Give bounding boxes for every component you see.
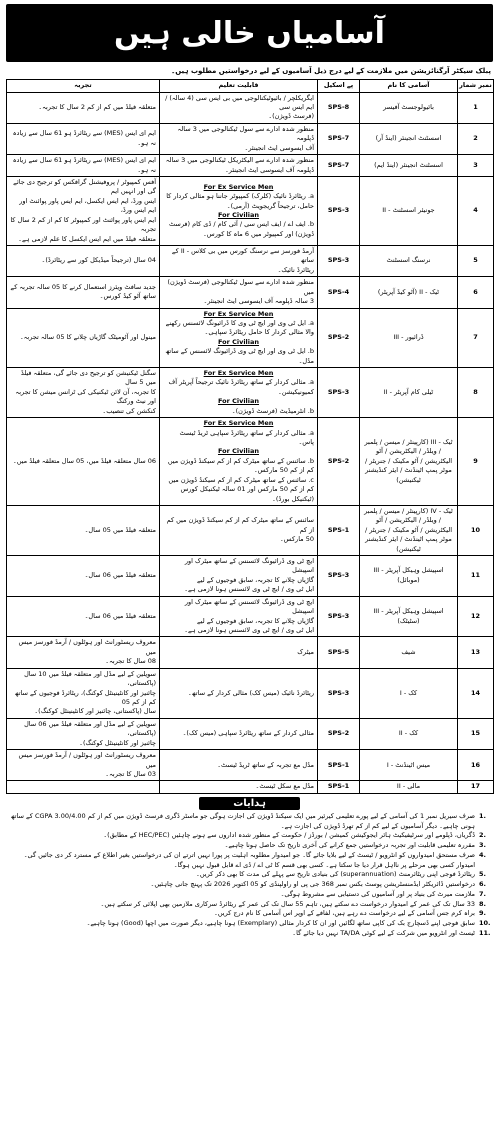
qualification-line: آرمڈ فورسز سے نرسنگ کورس میں بی کلاس - II کے ساتھ: [171, 246, 314, 265]
experience-line: متعلقہ فیلڈ میں 06 سال۔: [84, 611, 156, 620]
instruction-item: [8, 841, 491, 851]
row-experience: [7, 368, 160, 418]
instruction-number: 1.: [479, 811, 486, 820]
instruction-number: 6.: [479, 880, 486, 889]
instruction-number: 4.: [479, 850, 486, 859]
row-experience: [7, 668, 160, 718]
row-qualification: [160, 308, 318, 368]
qualification-category-label: For Ex Service Men: [203, 419, 274, 428]
row-post-name: اسپیشل وہیکل آپریٹر - III (موبائل): [360, 556, 458, 597]
row-post-name: اسپیشل وہیکل آپریٹر - III (سٹیٹک): [360, 596, 458, 637]
row-experience: [7, 277, 160, 308]
qualification-line: گاڑیاں چلانے کا تجربہ، سابق فوجیوں کے لیے: [196, 575, 314, 584]
instruction-text: ٹیسٹ اور انٹرویو میں شرکت کے لیے کوئی TA/DA نہیں دیا جائے گا۔: [292, 928, 475, 937]
experience-line: ایم ای ایس (MES) سے ریٹائرڈ ہو 61 سال سے زیادہ: [12, 156, 156, 165]
instruction-text: درخواستیں ڈائریکٹر ایڈمنسٹریشن پوسٹ بکس نمبر 368 جی پی او راولپنڈی کو 05 اکتوبر 2026 تک پہنچ جانی چاہئیں۔: [150, 880, 475, 889]
table-row: [7, 505, 494, 555]
experience-line: مینول اور آٹومیٹک گاڑیاں چلانے کا 05 سالہ تجربہ۔: [19, 333, 156, 342]
qualification-category-label: For Civilian: [217, 211, 260, 219]
row-serial-number: 15: [458, 718, 494, 749]
row-serial-number: 10: [458, 505, 494, 555]
row-serial-number: 16: [458, 750, 494, 781]
table-row: [7, 277, 494, 308]
qualification-line: گاڑیاں چلانے کا تجربہ، سابق فوجیوں کے لیے: [196, 616, 314, 625]
header-post-name: آسامی کا نام: [360, 79, 458, 92]
row-qualification: [160, 596, 318, 637]
row-post-name: نرسنگ اسسٹنٹ: [360, 245, 458, 276]
experience-line: ایم ای ایس (MES) سے ریٹائرڈ ہو 61 سال سے زیادہ: [12, 129, 156, 138]
row-pay-scale: SPS-5: [318, 637, 360, 668]
qualification-line: (فرسٹ ڈویژن)۔: [268, 112, 314, 121]
row-serial-number: 5: [458, 245, 494, 276]
row-qualification: [160, 123, 318, 154]
table-row: [7, 368, 494, 418]
row-pay-scale: SPS-1: [318, 505, 360, 555]
row-experience: [7, 637, 160, 668]
experience-line: متعلقہ فیلڈ میں 06 سال۔: [84, 571, 156, 580]
experience-line: متعلقہ فیلڈ میں کم از کم 2 سال کا تجربہ۔: [38, 102, 156, 111]
row-pay-scale: SPS-7: [318, 123, 360, 154]
row-qualification: [160, 668, 318, 718]
row-pay-scale: SPS-3: [318, 245, 360, 276]
instruction-item: [8, 900, 491, 910]
row-post-name: شیف: [360, 637, 458, 668]
qualification-category-label: For Civilian: [217, 447, 260, 456]
qualification-line: ایل ٹی وی / ایچ ٹی وی لائسنس ہونا لازمی ہے۔: [184, 626, 314, 635]
qualification-line: b. ایل ٹی وی اور ایچ ٹی وی ڈرائیونگ لائسنس کے ساتھ مڈل۔: [165, 347, 314, 365]
qualification-line: منظور شدہ ادارے سے سول ٹیکنالوجی (فرسٹ ڈویژن) میں: [167, 278, 314, 296]
table-row: [7, 668, 494, 718]
vacancies-table: [6, 79, 494, 794]
qualification-category-label: For Ex Service Men: [203, 369, 274, 378]
instruction-item: [8, 909, 491, 919]
row-post-name: اسسٹنٹ انجینئر (اینڈ ایم): [360, 155, 458, 177]
experience-line: کا تجربہ، آن لائن ٹیکنیکی کی ٹرانس میشن کا تجربہ اور نیٹ ورکنگ: [15, 387, 156, 406]
experience-line: نہ ہو۔: [137, 165, 156, 174]
qualification-line: مڈل مع سکل ٹیسٹ۔: [255, 782, 314, 791]
qualification-line: b. انٹرمیڈیٹ (فرسٹ ڈویژن)۔: [231, 406, 314, 415]
qualification-line: ایچ ٹی وی ڈرائیونگ لائسنس کے ساتھ میٹرک اور اسپیشل: [184, 557, 314, 575]
row-experience: [7, 245, 160, 276]
experience-line: سگنل ٹیکنیشن کو ترجیح دی جائے گی، متعلقہ فیلڈ میں 5 سال: [20, 369, 156, 387]
qualification-line: ایل ٹی وی / ایچ ٹی وی لائسنس ہونا لازمی ہے۔: [184, 585, 314, 594]
qualification-line: a. ایل ٹی وی اور ایچ ٹی وی کا ڈرائیونگ لائسنس رکھنے والا مثالی کردار کا حامل ریٹائرڈ سپاہی۔: [165, 318, 314, 337]
table-row: [7, 637, 494, 668]
instruction-item: [8, 851, 491, 871]
row-experience: [7, 308, 160, 368]
row-experience: [7, 718, 160, 749]
experience-line: سال (پاکستانی، چائنیز اور کانٹینینٹل کوکنگ)۔: [34, 707, 156, 716]
table-row: [7, 155, 494, 177]
row-pay-scale: SPS-3: [318, 368, 360, 418]
instruction-item: [8, 831, 491, 841]
row-post-name: میس اٹینڈنٹ - I: [360, 750, 458, 781]
instructions-title: ہدایات: [199, 797, 300, 810]
instruction-item: [8, 812, 491, 832]
qualification-line: آف ایسوسی ایٹ انجینئر۔: [244, 143, 314, 152]
qualification-line: مثالی کردار کے ساتھ ریٹائرڈ سپاہی (میس کک)۔: [182, 729, 314, 738]
experience-line: ساتھ آٹو کیڈ کورس۔: [99, 292, 156, 301]
instruction-number: 7.: [479, 889, 486, 898]
row-qualification: [160, 177, 318, 246]
qualification-line: b. ایف اے / ایف ایس سی / آئی کام / ڈی کام (فرسٹ ڈویژن) اور کمپیوٹر میں 6 ماہ کا کورس۔: [169, 220, 314, 238]
row-serial-number: 4: [458, 177, 494, 246]
experience-line: جدید سافٹ ویئرز استعمال کرنے کا 05 سالہ تجربہ کے: [10, 282, 156, 291]
row-serial-number: 12: [458, 596, 494, 637]
row-qualification: [160, 418, 318, 506]
row-qualification: [160, 750, 318, 781]
header-pay-scale: پے اسکیل: [318, 79, 360, 92]
table-row: [7, 596, 494, 637]
row-serial-number: 2: [458, 123, 494, 154]
row-qualification: [160, 505, 318, 555]
row-post-name: ٹیک - IV (کارپینٹر / میسن / پلمبر / ویلڈر / الیکٹریشن / آٹو الیکٹریشن / آٹو مکینک / جنریٹر / موٹر پمپ اٹینڈنٹ / ایئر کنڈیشنر ٹیکنیشن): [360, 505, 458, 555]
instruction-text: ڈگریاں، ڈپلومے اور سرٹیفیکیٹ ہائر ایجوکیشن کمیشن / بورڈز / حکومت کے منظور شدہ اداروں سے ہونے چاہئیں (HEC/PEC کے مطابق)۔: [103, 831, 475, 840]
qualification-line: میٹرک: [297, 647, 314, 656]
instructions-list: [6, 812, 493, 939]
row-serial-number: 11: [458, 556, 494, 597]
row-pay-scale: SPS-1: [318, 750, 360, 781]
row-experience: [7, 750, 160, 781]
qualification-line: سائنس کے ساتھ میٹرک کم از کم سیکنڈ ڈویژن میں کم از کم: [166, 516, 314, 534]
experience-line: سویلین کے لیے مڈل اور متعلقہ فیلڈ میں 06 سال (پاکستانی،: [24, 719, 156, 738]
row-pay-scale: SPS-3: [318, 596, 360, 637]
row-post-name: کک - II: [360, 718, 458, 749]
experience-line: آفس کمپیوٹر / پروفیشنل گرافکس کو ترجیح دی جائے گی اور انہیں ایم: [13, 178, 156, 196]
title-banner: [6, 4, 493, 62]
table-row: [7, 781, 494, 793]
qualification-line: منظور شدہ ادارے سے الیکٹریکل ٹیکنالوجی میں 3 سالہ: [165, 156, 314, 165]
row-post-name: ٹیک - III (کارپینٹر / میسن / پلمبر / ویلڈر / الیکٹریشن / آٹو الیکٹریشن / آٹو مکینک / جنریٹر / موٹر پمپ اٹینڈنٹ / ایئر کنڈیشنر ٹیکنیشن): [360, 418, 458, 506]
row-pay-scale: SPS-2: [318, 308, 360, 368]
row-serial-number: 14: [458, 668, 494, 718]
row-post-name: کک - I: [360, 668, 458, 718]
qualification-category-label: For Civilian: [217, 337, 260, 346]
qualification-line: ریٹائرڈ نائیک۔: [277, 265, 314, 274]
row-pay-scale: SPS-7: [318, 155, 360, 177]
table-row: [7, 308, 494, 368]
row-post-name: اسسٹنٹ انجینئر (اینڈ آر): [360, 123, 458, 154]
row-pay-scale: SPS-2: [318, 718, 360, 749]
qualification-line: ریٹائرڈ نائیک (میس کک) مثالی کردار کے ساتھ۔: [187, 688, 314, 697]
instruction-item: [8, 919, 491, 929]
qualification-line: ایگریکلچر / بائیوٹیکنالوجی میں بی ایس سی (4 سالہ) / ایم ایس سی: [165, 93, 314, 111]
table-header-row: [7, 79, 494, 92]
experience-line: 04 سال (ترجیحاً میڈیکل کور سے ریٹائرڈ)۔: [41, 256, 156, 265]
intro-text: پبلک سیکٹر آرگنائزیشن میں ملازمت کے لیے درج ذیل آسامیوں کے لیے درخواستیں مطلوب ہیں۔: [171, 67, 491, 75]
row-qualification: [160, 781, 318, 793]
instruction-number: 8.: [479, 899, 486, 908]
row-experience: [7, 505, 160, 555]
instruction-number: 2.: [479, 831, 486, 840]
instructions-header: [6, 797, 493, 810]
row-experience: [7, 781, 160, 793]
experience-line: سویلین کے لیے مڈل اور متعلقہ فیلڈ میں 10 سال (پاکستانی،: [24, 669, 156, 688]
qualification-category-label: For Civilian: [217, 397, 260, 406]
row-serial-number: 1: [458, 92, 494, 123]
header-serial-number: نمبر شمار: [458, 79, 494, 92]
row-pay-scale: SPS-3: [318, 668, 360, 718]
row-qualification: [160, 155, 318, 177]
row-experience: [7, 92, 160, 123]
instruction-text: براہ کرم جس آسامی کے لیے درخواست دے رہے ہیں، لفافے کے اوپر اس آسامی کا نام درج کریں۔: [214, 909, 475, 918]
row-experience: [7, 177, 160, 246]
row-post-name: ڈرائیور - III: [360, 308, 458, 368]
row-qualification: [160, 368, 318, 418]
instruction-number: 5.: [479, 870, 486, 879]
table-row: [7, 123, 494, 154]
qualification-category-label: For Ex Service Men: [203, 309, 274, 318]
qualification-line: a. مثالی کردار کے ساتھ ریٹائرڈ نائیک ترجیحاً آپریٹر آف کمیونیکیشن۔: [168, 378, 314, 396]
row-qualification: [160, 637, 318, 668]
qualification-line: 3 سالہ ڈپلومہ آف ایسوسی ایٹ انجینئر۔: [203, 297, 314, 306]
row-serial-number: 3: [458, 155, 494, 177]
instruction-item: [8, 929, 491, 939]
qualification-line: ڈپلومہ آف ایسوسی ایٹ انجینئر۔: [224, 165, 314, 174]
experience-line: ایم ایس پاور پوائنٹ اور کمپیوٹر کا کم از کم 2 سال کا تجربہ: [10, 215, 156, 234]
experience-line: چائنیز اور کانٹینینٹل کوکنگ)۔: [79, 738, 156, 747]
qualification-line: b. سائنس کے ساتھ میٹرک کم از کم سیکنڈ ڈویژن میں کم از کم 50 مارکس۔: [167, 456, 314, 475]
instruction-text: مقررہ تعلیمی قابلیت اور تجربہ درخواستیں جمع کرانے کی آخری تاریخ تک حاصل ہونا چاہیے۔: [224, 841, 475, 850]
experience-line: متعلقہ فیلڈ میں ایم ایس ایکسل کا علم لازمی ہے۔: [18, 234, 156, 243]
qualification-line: a. ریٹائرڈ نائیک (کلرک) کمپیوٹر جاننا ہو مثالی کردار کا حامل، ترجیحاً گریجویٹ (آرمی)۔: [166, 192, 314, 210]
instruction-text: صرف مستحق امیدواروں کو انٹرویو / ٹیسٹ کے لیے بلایا جائے گا۔ جو امیدوار مطلوبہ اہلیت پر پورا نہیں اترتے ان کی درخواستیں بغیر اطلاع کے مسترد کر دی جائیں گی۔ امیدوار کسی بھی مرحلے پر نااہل قرار دیا جا سکتا ہے۔ کسی بھی قسم کا ٹی اے / ڈی اے قابل قبول نہیں ہوگا۔: [23, 850, 475, 869]
qualification-line: c. سائنس کے ساتھ میٹرک کم از کم سیکنڈ ڈویژن میں کم از کم 50 مارکس اور 01 سالہ ٹیکنیکل کورس (ٹیکنیکل بورڈ)۔: [168, 475, 314, 503]
instruction-item: [8, 890, 491, 900]
experience-line: 03 سال کا تجربہ۔: [105, 769, 156, 778]
row-serial-number: 17: [458, 781, 494, 793]
row-pay-scale: SPS-3: [318, 177, 360, 246]
instruction-text: ریٹائرڈ فوجی اپنی ریٹائرمنٹ (superannuation) کی بنیادی تاریخ سے پہلے کی مدت کا بھی ذکر کریں۔: [196, 870, 475, 879]
header-experience: تجربہ: [7, 79, 160, 92]
qualification-line: a. مثالی کردار کے ساتھ ریٹائرڈ سپاہی ٹریڈ ٹیسٹ پاس۔: [179, 428, 314, 446]
instruction-text: 33 سال تک کی عمر کے امیدوار درخواست دے سکتے ہیں، تاہم 55 سال تک کی عمر کے ریٹائرڈ سرکاری ملازمین بھی اپلائی کر سکتے ہیں۔: [100, 899, 475, 908]
instruction-text: صرف سیریل نمبر 1 کی آسامی کے لیے پورے تعلیمی کیرئیر میں ایک سیکنڈ ڈویژن کی اجازت ہوگی جو ماسٹر ڈگری فرسٹ ڈویژن میں کم از کم CGPA 3.00/4.00 کے ساتھ ہونی چاہیے۔ دیگر آسامیوں کے لیے کم از کم تھرڈ ڈویژن کی اجازت ہے۔: [10, 811, 475, 830]
row-qualification: [160, 245, 318, 276]
experience-line: متعلقہ فیلڈ میں 05 سال۔: [84, 525, 156, 534]
instruction-item: [8, 870, 491, 880]
qualification-line: منظور شدہ ادارے سے سول ٹیکنالوجی میں 3 سالہ ڈپلومہ: [177, 124, 314, 143]
row-experience: [7, 155, 160, 177]
instruction-number: 3.: [479, 841, 486, 850]
experience-line: معروف ریسٹورانٹ اور ہوٹلوں / آرمڈ فورسز میس میں: [18, 751, 156, 769]
row-qualification: [160, 277, 318, 308]
row-qualification: [160, 92, 318, 123]
row-serial-number: 13: [458, 637, 494, 668]
experience-line: ایس ورڈ، ایم ایس ایکسل، ایم ایس پاور پوائنٹ اور ایم ایس ورڈ،: [19, 196, 156, 215]
experience-line: 06 سال متعلقہ فیلڈ میں، 05 سال متعلقہ فیلڈ میں۔: [12, 456, 156, 465]
experience-line: چائنیز اور کانٹینینٹل کوکنگ)، ریٹائرڈ فوجیوں کے ساتھ کم از کم 05: [14, 688, 156, 706]
experience-line: 08 سال کا تجربہ۔: [105, 657, 156, 666]
row-pay-scale: SPS-4: [318, 277, 360, 308]
row-pay-scale: SPS-2: [318, 418, 360, 506]
row-experience: [7, 123, 160, 154]
instruction-number: 11.: [479, 928, 491, 937]
row-serial-number: 9: [458, 418, 494, 506]
instruction-item: [8, 880, 491, 890]
table-row: [7, 418, 494, 506]
table-row: [7, 556, 494, 597]
row-experience: [7, 596, 160, 637]
page-title: آسامیاں خالی ہیں: [114, 15, 385, 51]
table-row: [7, 718, 494, 749]
qualification-category-label: For Ex Service Men: [203, 182, 274, 191]
header-qualification: قابلیت تعلیم: [160, 79, 318, 92]
row-post-name: جونیئر اسسٹنٹ - II: [360, 177, 458, 246]
row-qualification: [160, 556, 318, 597]
qualification-line: 50 مارکس۔: [279, 535, 314, 544]
row-pay-scale: SPS-1: [318, 781, 360, 793]
row-serial-number: 6: [458, 277, 494, 308]
row-serial-number: 7: [458, 308, 494, 368]
row-post-name: ٹیک - II (آٹو کیڈ آپریٹر): [360, 277, 458, 308]
table-row: [7, 245, 494, 276]
table-row: [7, 750, 494, 781]
instruction-text: سابق فوجی اپنے ڈسچارج بک کی کاپی ساتھ لگائیں اور ان کا کردار مثالی (Exemplary) ہونا چاہیے، دیگر صورت میں اچھا (Good) ہونا چاہیے۔: [86, 919, 475, 928]
instruction-number: 9.: [479, 909, 486, 918]
row-post-name: ٹیلی کام آپریٹر - II: [360, 368, 458, 418]
instruction-number: 10.: [479, 919, 491, 928]
table-row: [7, 177, 494, 246]
experience-line: معروف ریسٹورانٹ اور ہوٹلوں / آرمڈ فورسز میس میں: [18, 638, 156, 656]
row-experience: [7, 556, 160, 597]
row-serial-number: 8: [458, 368, 494, 418]
instruction-text: ملازمت میرٹ کی بنیاد پر اور آسامیوں کی دستیابی سے مشروط ہوگی۔: [280, 889, 475, 898]
qualification-line: مڈل مع تجربہ کے ساتھ ٹریڈ ٹیسٹ۔: [217, 760, 314, 769]
row-post-name: بائیولوجسٹ آفیسر: [360, 92, 458, 123]
row-post-name: مالی - II: [360, 781, 458, 793]
table-row: [7, 92, 494, 123]
row-experience: [7, 418, 160, 506]
row-qualification: [160, 718, 318, 749]
row-pay-scale: SPS-3: [318, 556, 360, 597]
experience-line: نہ ہو۔: [137, 138, 156, 147]
experience-line: کنکشن کی تنصیب۔: [102, 406, 156, 415]
row-pay-scale: SPS-8: [318, 92, 360, 123]
qualification-line: ایچ ٹی وی ڈرائیونگ لائسنس کے ساتھ میٹرک اور اسپیشل: [184, 597, 314, 616]
